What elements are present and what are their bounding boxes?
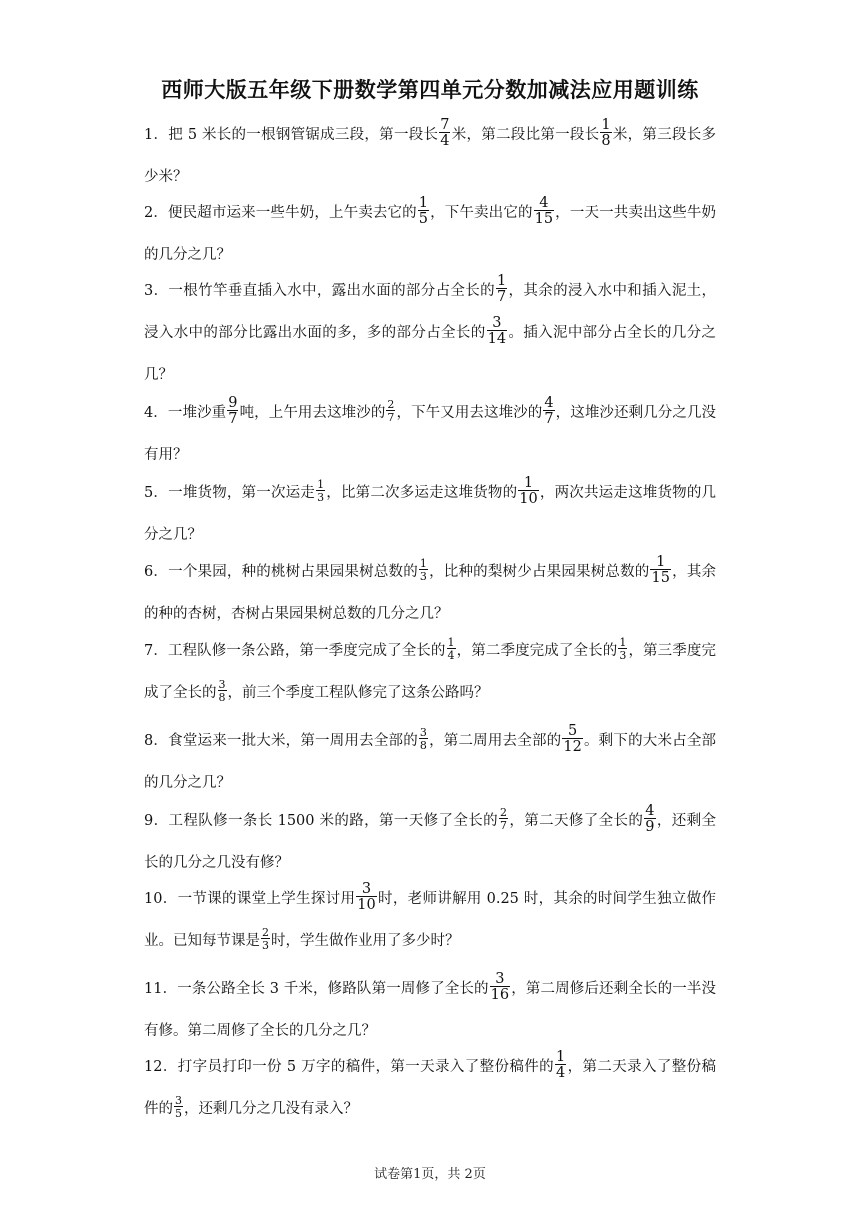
numerator: 1 <box>656 553 666 570</box>
question-text: ，一天一共卖出这些牛奶的几分之几？ <box>144 205 717 263</box>
question-text: 一堆沙重 <box>167 405 227 421</box>
denominator: 3 <box>262 939 269 952</box>
numerator: 3 <box>495 970 505 987</box>
numerator: 4 <box>645 802 655 819</box>
fraction <box>562 724 582 755</box>
fraction <box>487 316 507 347</box>
page-title: 西师大版五年级下册数学第四单元分数加减法应用题训练 <box>161 78 699 102</box>
numerator: 1 <box>418 194 429 211</box>
fraction <box>418 196 429 227</box>
numerator: 1 <box>447 636 455 649</box>
question-text: ，还剩全长的几分之几没有修？ <box>144 813 717 871</box>
question-9 <box>144 800 716 884</box>
question-8 <box>144 720 716 804</box>
fraction <box>555 1050 566 1081</box>
question-text: ，这堆沙还剩几分之几没有用？ <box>144 405 717 463</box>
denominator: 9 <box>645 819 655 835</box>
page-footer: 试卷第1页，共 2页 <box>374 1167 486 1182</box>
numerator: 3 <box>492 314 502 331</box>
question-number: 2． <box>144 205 168 221</box>
question-text: 食堂运来一批大米，第一周用去全部的 <box>168 733 418 749</box>
numerator: 5 <box>567 722 578 739</box>
question-text: 一个果园，种的桃树占果园果树总数的 <box>168 564 418 580</box>
question-text: 便民超市运来一些牛奶，上午卖去它的 <box>168 205 417 221</box>
question-text: ，第二周修后还剩全长的一半没有修。第二周修了全长的几分之几？ <box>144 981 717 1039</box>
question-1 <box>144 114 716 198</box>
question-text: ，第二周用去全部的 <box>428 733 562 749</box>
numerator: 3 <box>419 726 427 739</box>
question-number: 10． <box>144 891 178 907</box>
question-number: 9． <box>144 813 169 829</box>
question-text: ，前三个季度工程队修完了这条公路吗？ <box>227 685 489 701</box>
question-number: 5． <box>144 485 169 501</box>
denominator: 7 <box>228 411 238 427</box>
question-text: ，比第二次多运走这堆货物的 <box>326 485 518 501</box>
question-text: 时，学生做作业用了多少时？ <box>271 933 460 949</box>
question-11 <box>144 968 716 1052</box>
denominator: 15 <box>651 570 670 586</box>
question-text: ，第三季度完成了全长的 <box>144 643 716 701</box>
question-text: ，其余的浸入水中和插入泥土，浸入水中的部分比露出水面的多，多的部分占全长的 <box>144 283 717 341</box>
question-number: 7． <box>144 643 168 659</box>
question-text: ，下午又用去这堆沙的 <box>396 405 543 421</box>
question-text: 打字员打印一份 5 万字的稿件，第一天录入了整份稿件的 <box>177 1059 554 1075</box>
question-text: 一条公路全长 3 千米，修路队第一周修了全长的 <box>177 981 489 997</box>
question-text: 把 5 米长的一根钢管锯成三段，第一段长 <box>168 127 439 143</box>
numerator: 1 <box>523 474 534 491</box>
question-text: 。插入泥中部分占全长的几分之几？ <box>144 325 716 383</box>
question-text: 吨，上午用去这堆沙的 <box>239 405 386 421</box>
numerator: 1 <box>601 116 611 133</box>
fraction <box>386 399 395 423</box>
fraction <box>261 927 270 951</box>
denominator: 10 <box>519 491 538 507</box>
question-text: 米，第三段长多少米？ <box>144 127 716 185</box>
fraction <box>218 679 227 703</box>
denominator: 7 <box>500 819 507 832</box>
fraction <box>356 882 376 913</box>
fraction <box>439 118 450 149</box>
denominator: 12 <box>563 739 582 755</box>
numerator: 2 <box>500 806 507 819</box>
fraction <box>490 972 510 1003</box>
fraction <box>174 1095 183 1119</box>
denominator: 14 <box>487 331 507 347</box>
question-3 <box>144 270 716 396</box>
numerator: 7 <box>440 116 450 133</box>
question-number: 4． <box>144 405 168 421</box>
denominator: 3 <box>317 491 325 504</box>
question-text: 时，老师讲解用 0.25 时，其余的时间学生独立做作业。已知每节课是 <box>144 891 717 949</box>
numerator: 9 <box>228 394 238 411</box>
fraction <box>227 396 238 427</box>
fraction <box>534 196 554 227</box>
numerator: 1 <box>317 478 325 491</box>
fraction <box>644 804 655 835</box>
question-text: 工程队修一条长 1500 米的路，第一天修了全长的 <box>168 813 498 829</box>
denominator: 7 <box>387 411 395 424</box>
question-5 <box>144 472 716 556</box>
denominator: 16 <box>490 987 510 1003</box>
denominator: 8 <box>218 691 226 704</box>
question-text: ，还剩几分之几没有录入？ <box>184 1101 358 1117</box>
denominator: 7 <box>496 289 507 305</box>
question-number: 1． <box>144 127 169 143</box>
numerator: 1 <box>419 557 427 570</box>
question-text: 工程队修一条公路，第一季度完成了全长的 <box>167 643 446 659</box>
question-6 <box>144 551 716 635</box>
question-number: 6． <box>144 564 169 580</box>
question-12 <box>144 1046 716 1130</box>
numerator: 1 <box>496 272 507 289</box>
denominator: 3 <box>419 570 427 583</box>
numerator: 1 <box>619 636 627 649</box>
fraction <box>316 479 325 503</box>
question-text: ，第二季度完成了全长的 <box>456 643 618 659</box>
numerator: 3 <box>218 678 226 691</box>
numerator: 3 <box>361 880 372 897</box>
numerator: 2 <box>387 398 395 411</box>
question-text: 。剩下的大米占全部的几分之几？ <box>144 733 717 791</box>
denominator: 8 <box>601 133 611 149</box>
fraction <box>447 637 456 661</box>
denominator: 8 <box>419 739 427 752</box>
denominator: 10 <box>357 897 376 913</box>
fraction <box>518 476 538 507</box>
question-number: 12． <box>144 1059 178 1075</box>
denominator: 4 <box>440 133 450 149</box>
denominator: 7 <box>544 411 554 427</box>
fraction <box>499 807 508 831</box>
question-number: 8． <box>144 733 169 749</box>
question-2 <box>144 192 716 276</box>
question-10 <box>144 878 716 962</box>
fraction <box>650 555 670 586</box>
fraction <box>600 118 611 149</box>
denominator: 4 <box>556 1065 566 1081</box>
denominator: 4 <box>447 649 455 662</box>
denominator: 15 <box>534 211 554 227</box>
question-7 <box>144 630 716 714</box>
numerator: 2 <box>262 926 269 939</box>
fraction <box>419 558 428 582</box>
numerator: 1 <box>556 1048 566 1065</box>
denominator: 5 <box>418 211 429 227</box>
question-number: 3． <box>144 283 169 299</box>
numerator: 4 <box>544 394 554 411</box>
fraction <box>419 727 428 751</box>
numerator: 3 <box>175 1094 182 1107</box>
question-text: 一节课的课堂上学生探讨用 <box>177 891 356 907</box>
question-text: 一堆货物，第一次运走 <box>168 485 316 501</box>
fraction <box>618 637 627 661</box>
question-number: 11． <box>144 981 178 997</box>
question-text: ，第二天录入了整份稿件的 <box>144 1059 717 1117</box>
question-text: ，比种的梨树少占果园果树总数的 <box>428 564 650 580</box>
numerator: 4 <box>539 194 549 211</box>
question-text: ，两次共运走这堆货物的几分之几？ <box>144 485 717 543</box>
question-4 <box>144 392 716 476</box>
question-text: ，第二天修了全长的 <box>509 813 644 829</box>
fraction <box>543 396 554 427</box>
question-text: 米，第二段比第一段长 <box>451 127 600 143</box>
question-text: 一根竹竿垂直插入水中，露出水面的部分占全长的 <box>168 283 495 299</box>
fraction <box>496 274 507 305</box>
question-text: ，下午卖出它的 <box>430 205 533 221</box>
denominator: 3 <box>619 649 627 662</box>
denominator: 5 <box>175 1107 182 1120</box>
question-text: ，其余的种的杏树，杏树占果园果树总数的几分之几？ <box>144 564 717 622</box>
